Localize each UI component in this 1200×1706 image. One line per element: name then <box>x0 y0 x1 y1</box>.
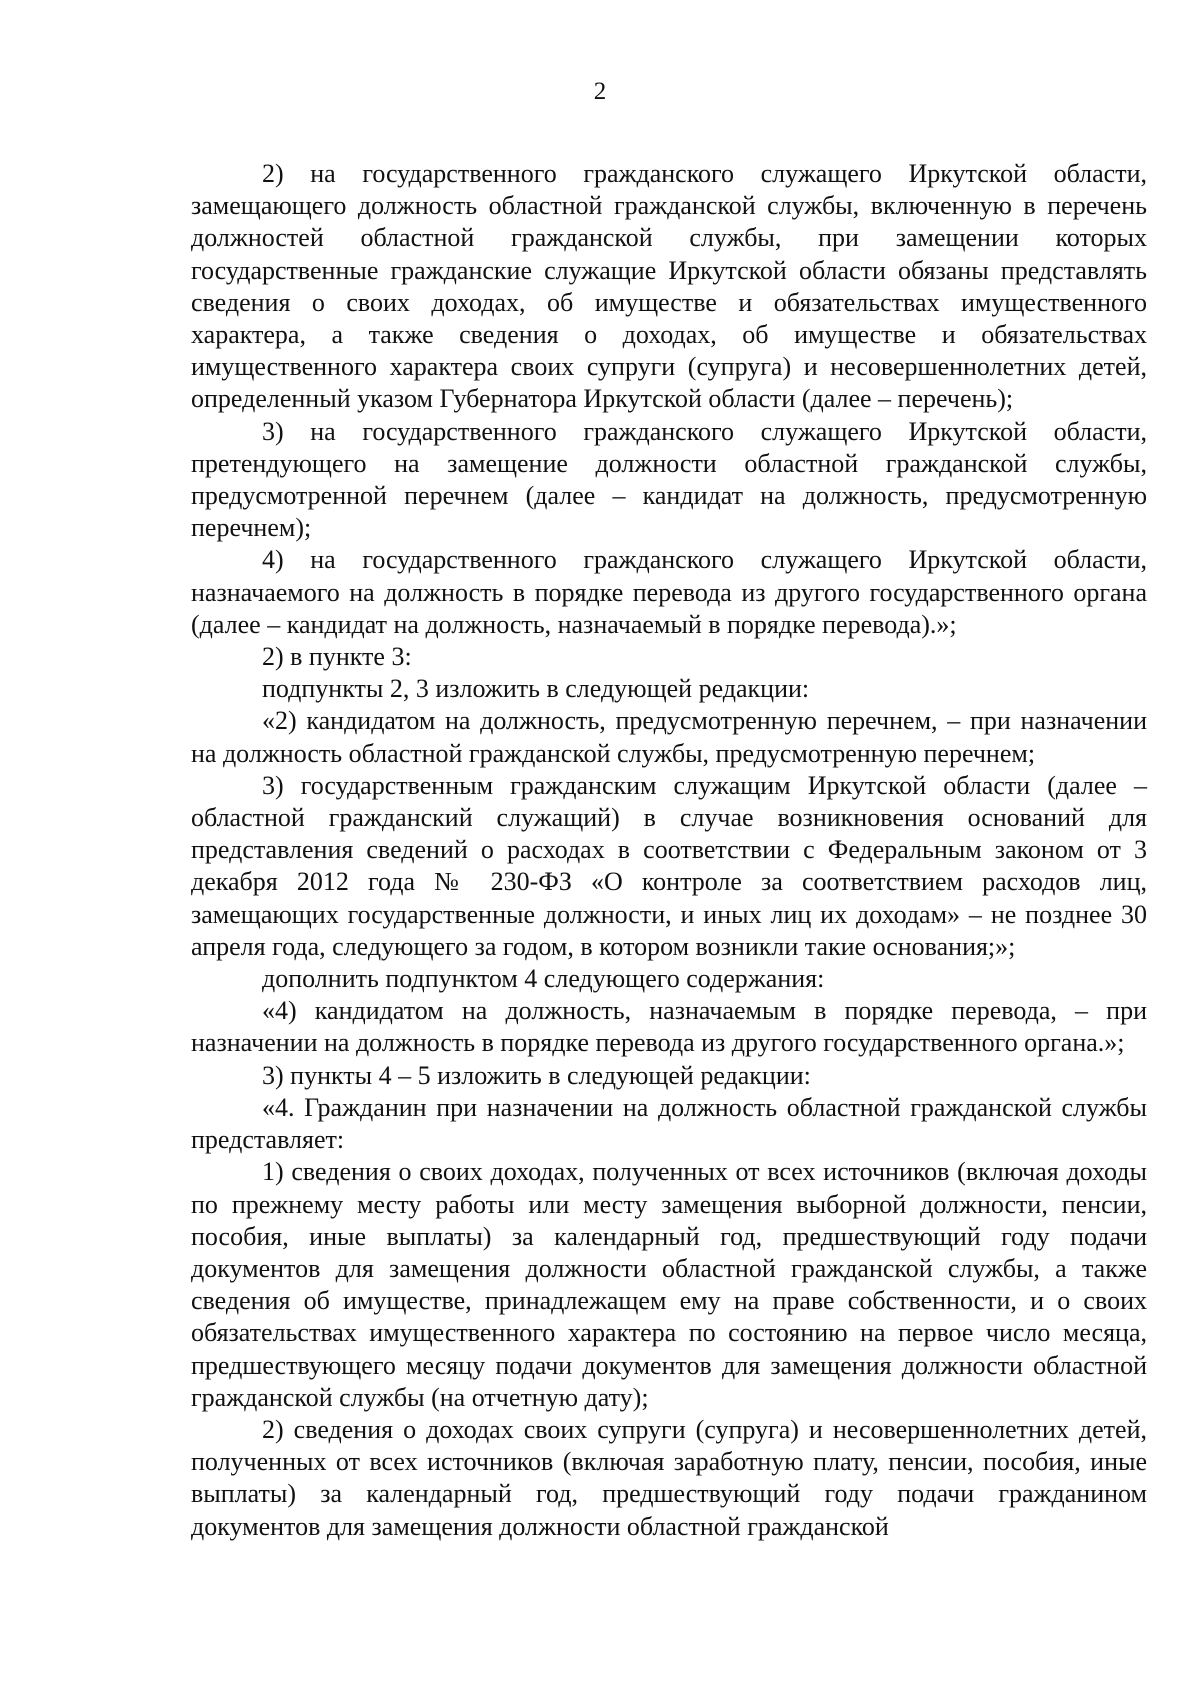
document-body <box>191 158 1147 1543</box>
paragraph-point-3-amendment: 2) в пункте 3: <box>262 642 412 672</box>
paragraph-add-subpoint-4-intro: дополнить подпунктом 4 следующего содержания: <box>262 964 825 994</box>
paragraph-point-4: «4. Гражданин при назначении на должность областной гражданской службы представляет: <box>191 1092 1147 1155</box>
paragraph-item-3: 3) на государственного гражданского служащего Иркутской области, претендующего на замещение должности областной гражданской службы, предусмотренной перечнем (далее – кандидат на должность, предусмотренную перечнем); <box>191 416 1147 543</box>
paragraph-item-2: 2) на государственного гражданского служащего Иркутской области, замещающего должность областной гражданской службы, включенную в перечень должностей областной гражданской службы, при замещении которых государственные гражданские служащие Иркутской области обязаны представлять сведения о своих доходах, об имуществе и обязательствах имущественного характера, а также сведения о доходах, об имуществе и обязательствах имущественного характера своих супруги (супруга) и несовершеннолетних детей, определенный указом Губернатора Иркутской области (далее – перечень); <box>191 159 1147 414</box>
paragraph-subpoint-4: «4) кандидатом на должность, назначаемым в порядке перевода, – при назначении на должность в порядке перевода из другого государственного органа.»; <box>191 996 1147 1058</box>
paragraph-item-4: 4) на государственного гражданского служащего Иркутской области, назначаемого на должность в порядке перевода из другого государственного органа (далее – кандидат на должность, назначаемый в порядке перевода).»; <box>191 545 1147 639</box>
paragraph-subpoint-3: 3) государственным гражданским служащим Иркутской области (далее – областной гражданский служащий) в случае возникновения оснований для представления сведений о расходах в соответствии с Федеральным законом от 3 декабря 2012 года № 230-ФЗ «О контроле за соответствием расходов лиц, замещающих государственные должности, и иных лиц их доходам» – не позднее 30 апреля года, следующего за годом, в котором возникли такие основания;»; <box>191 770 1147 961</box>
paragraph-subpoint-2: «2) кандидатом на должность, предусмотренную перечнем, – при назначении на должность областной гражданской службы, предусмотренную перечнем; <box>191 706 1147 768</box>
paragraph-points-4-5-amendment: 3) пункты 4 – 5 изложить в следующей редакции: <box>262 1060 811 1090</box>
paragraph-point-4-item-1: 1) сведения о своих доходах, полученных от всех источников (включая доходы по прежнему месту работы или месту замещения выборной должности, пенсии, пособия, иные выплаты) за календарный год, предшествующий году подачи документов для замещения должности областной гражданской службы, а также сведения об имуществе, принадлежащем ему на праве собственности, и о своих обязательствах имущественного характера по состоянию на первое число месяца, предшествующего месяцу подачи документов для замещения должности областной гражданской службы (на отчетную дату); <box>191 1157 1147 1412</box>
paragraph-subpoints-2-3-intro: подпункты 2, 3 изложить в следующей редакции: <box>262 674 810 704</box>
paragraph-point-4-item-2: 2) сведения о доходах своих супруги (супруга) и несовершеннолетних детей, полученных от всех источников (включая заработную плату, пенсии, пособия, иные выплаты) за календарный год, предшествующий году подачи гражданином документов для замещения должности областной гражданской <box>191 1414 1147 1541</box>
page-number: 2 <box>593 78 607 105</box>
